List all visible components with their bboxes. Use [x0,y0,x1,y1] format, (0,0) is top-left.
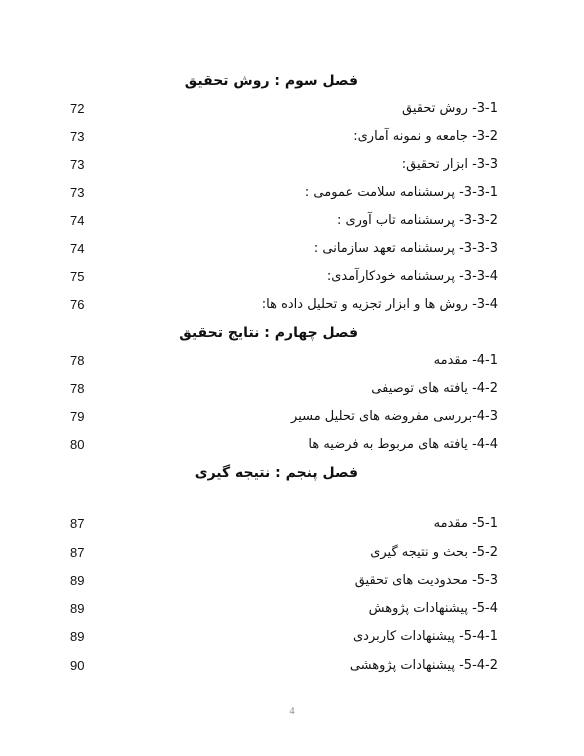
toc-entry-page: 79 [70,409,85,424]
toc-entry-page: 73 [70,157,85,172]
toc-entry-page: 75 [70,269,85,284]
toc-entry [0,381,584,401]
chapter-4-heading: فصل چهارم : نتایج تحقیق [179,325,358,341]
toc-entry [0,658,584,678]
toc-entry-title: 3-2- جامعه و نمونه آماری: [353,129,498,144]
toc-entry [0,157,584,177]
toc-entry [0,601,584,621]
toc-entry [0,129,584,149]
toc-entry-page: 89 [70,601,85,616]
toc-entry-title: 5-2- بحث و نتیجه گیری [370,545,498,560]
toc-entry [0,629,584,649]
chapter-3-heading: فصل سوم : روش تحقیق [184,73,358,89]
toc-entry-title: 3-1- روش تحقیق [402,101,498,116]
toc-entry-page: 73 [70,185,85,200]
toc-entry [0,241,584,261]
toc-entry-title: 4-4- یافته های مربوط به فرضیه ها [308,437,498,452]
toc-entry-page: 90 [70,658,85,673]
toc-entry-title: 3-3-4- پرسشنامه خودکارآمدی: [326,269,498,284]
toc-entry-title: 4-2- یافته های توصیفی [371,381,498,396]
toc-entry-page: 72 [70,101,85,116]
toc-entry [0,213,584,233]
toc-entry-title: 5-4- پیشنهادات پژوهش [368,601,498,616]
toc-entry-page: 87 [70,516,85,531]
toc-entry-page: 76 [70,297,85,312]
toc-entry-title: 3-4- روش ها و ابزار تجزیه و تحلیل داده ها: [261,297,498,312]
toc-entry [0,437,584,457]
toc-entry-page: 78 [70,381,85,396]
toc-entry [0,269,584,289]
toc-entry-title: 5-4-2- پیشنهادات پژوهشی [349,658,498,673]
toc-entry [0,353,584,373]
toc-entry-page: 80 [70,437,85,452]
toc-entry [0,573,584,593]
toc-entry-title: 3-3- ابزار تحقیق: [401,157,498,172]
toc-entry-page: 74 [70,241,85,256]
toc-entry-page: 89 [70,573,85,588]
toc-entry [0,545,584,565]
toc-entry-page: 89 [70,629,85,644]
toc-entry-page: 74 [70,213,85,228]
toc-entry-title: 5-4-1- پیشنهادات کاربردی [353,629,498,644]
toc-entry [0,101,584,121]
toc-entry [0,409,584,429]
chapter-5-heading: فصل پنجم : نتیجه گیری [194,465,358,481]
toc-entry-title: 3-3-3- پرسشنامه تعهد سازمانی : [313,241,498,256]
toc-entry [0,297,584,317]
toc-entry-title: 5-3- محدودیت های تحقیق [354,573,498,588]
page-number: 4 [289,706,295,717]
toc-entry-title: 3-3-1- پرسشنامه سلامت عمومی : [304,185,498,200]
toc-entry-title: 3-3-2- پرسشنامه تاب آوری : [336,213,498,228]
toc-entry-title: 4-3-بررسی مفروضه های تحلیل مسیر [291,409,498,424]
toc-entry [0,185,584,205]
toc-entry-page: 73 [70,129,85,144]
toc-entry-title: 5-1- مقدمه [433,516,498,531]
toc-entry-page: 78 [70,353,85,368]
toc-entry-title: 4-1- مقدمه [433,353,498,368]
toc-entry [0,516,584,536]
toc-entry-page: 87 [70,545,85,560]
